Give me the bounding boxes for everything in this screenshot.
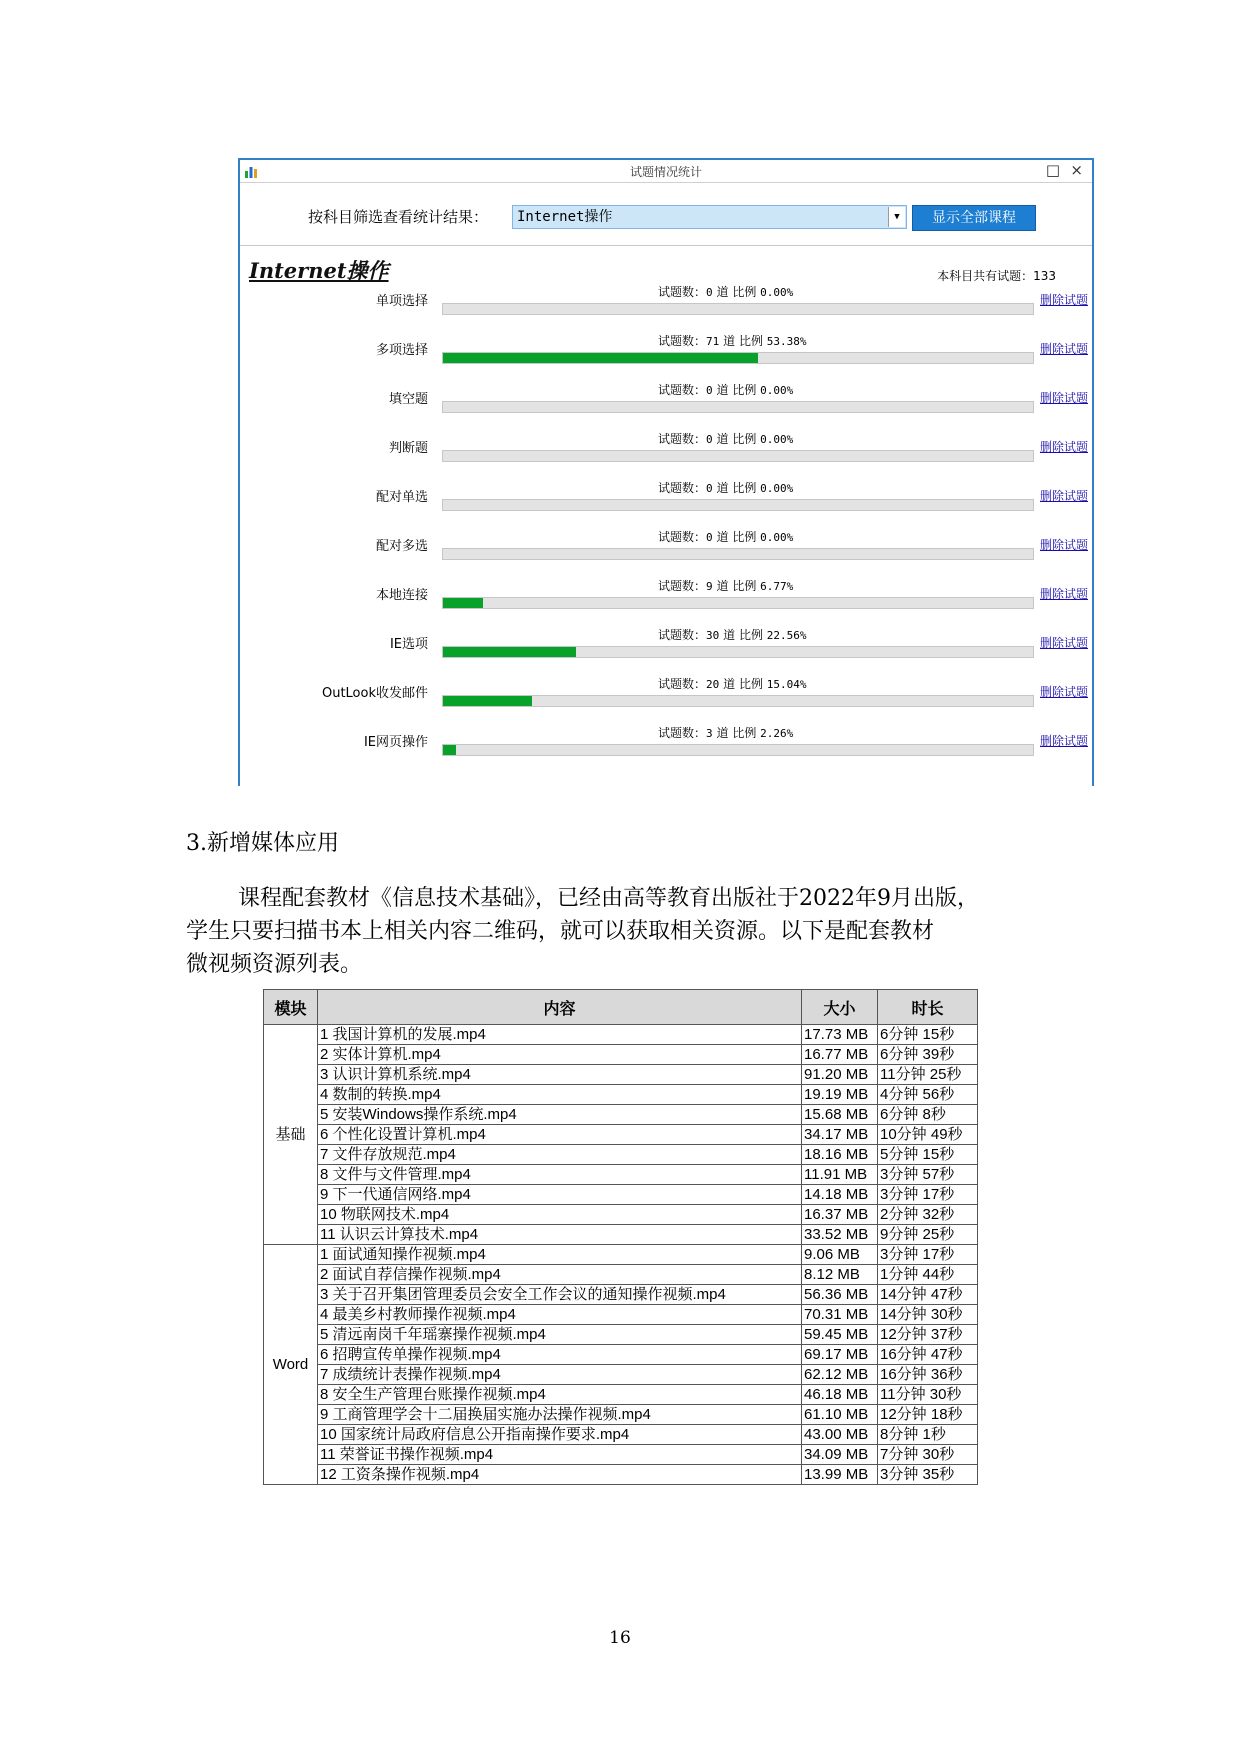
content-cell: 2 实体计算机.mp4 bbox=[318, 1045, 802, 1065]
question-stat bbox=[658, 479, 793, 496]
duration-cell: 12分钟 18秒 bbox=[878, 1405, 978, 1425]
size-cell: 11.91 MB bbox=[802, 1165, 878, 1185]
size-cell: 16.37 MB bbox=[802, 1205, 878, 1225]
video-resource-table bbox=[263, 989, 978, 1485]
duration-cell: 1分钟 44秒 bbox=[878, 1265, 978, 1285]
size-cell: 91.20 MB bbox=[802, 1065, 878, 1085]
size-cell: 56.36 MB bbox=[802, 1285, 878, 1305]
question-stat bbox=[658, 528, 793, 545]
content-cell: 9 下一代通信网络.mp4 bbox=[318, 1185, 802, 1205]
size-cell: 19.19 MB bbox=[802, 1085, 878, 1105]
size-cell: 34.09 MB bbox=[802, 1445, 878, 1465]
duration-cell: 2分钟 32秒 bbox=[878, 1205, 978, 1225]
size-cell: 8.12 MB bbox=[802, 1265, 878, 1285]
table-row bbox=[264, 1285, 978, 1305]
size-cell: 13.99 MB bbox=[802, 1465, 878, 1485]
duration-cell: 3分钟 17秒 bbox=[878, 1185, 978, 1205]
ratio-value: 2.26% bbox=[760, 727, 794, 740]
size-cell: 9.06 MB bbox=[802, 1245, 878, 1265]
unit-label: 道 bbox=[716, 383, 729, 397]
ratio-progress-bar bbox=[442, 695, 1034, 707]
count-label: 试题数： bbox=[658, 285, 707, 299]
count-value: 9 bbox=[706, 580, 713, 593]
content-cell: 10 国家统计局政府信息公开指南操作要求.mp4 bbox=[318, 1425, 802, 1445]
question-stat bbox=[658, 577, 793, 594]
count-label: 试题数： bbox=[658, 579, 707, 593]
question-type-name: 配对单选 bbox=[375, 490, 428, 505]
stats-window bbox=[238, 158, 1094, 786]
table-body bbox=[264, 1025, 978, 1485]
unit-label: 道 bbox=[716, 579, 729, 593]
duration-cell: 3分钟 35秒 bbox=[878, 1465, 978, 1485]
duration-cell: 5分钟 15秒 bbox=[878, 1145, 978, 1165]
table-row bbox=[264, 1045, 978, 1065]
module-cell: 基础 bbox=[264, 1025, 318, 1245]
header-content: 内容 bbox=[318, 990, 802, 1025]
ratio-progress-fill bbox=[443, 647, 576, 657]
count-value: 20 bbox=[706, 678, 720, 691]
count-label: 试题数： bbox=[658, 726, 707, 740]
unit-label: 道 bbox=[723, 334, 736, 348]
delete-questions-link[interactable]: 删除试题 bbox=[1040, 734, 1089, 748]
ratio-label: 比例 bbox=[738, 628, 763, 642]
ratio-label: 比例 bbox=[738, 334, 763, 348]
ratio-label: 比例 bbox=[732, 530, 757, 544]
content-cell: 4 数制的转换.mp4 bbox=[318, 1085, 802, 1105]
paragraph-line: 课程配套教材《信息技术基础》，已经由高等教育出版社于2022年9月出版， bbox=[238, 886, 979, 911]
table-row bbox=[264, 1425, 978, 1445]
size-cell: 18.16 MB bbox=[802, 1145, 878, 1165]
content-cell: 2 面试自荐信操作视频.mp4 bbox=[318, 1265, 802, 1285]
question-type-row bbox=[240, 420, 1092, 469]
close-icon[interactable]: × bbox=[1070, 161, 1083, 179]
duration-cell: 12分钟 37秒 bbox=[878, 1325, 978, 1345]
delete-questions-link[interactable]: 删除试题 bbox=[1040, 342, 1089, 356]
delete-questions-link[interactable]: 删除试题 bbox=[1040, 587, 1089, 601]
question-stat bbox=[658, 381, 793, 398]
delete-questions-link[interactable]: 删除试题 bbox=[1040, 489, 1089, 503]
duration-cell: 7分钟 30秒 bbox=[878, 1445, 978, 1465]
count-value: 0 bbox=[706, 384, 713, 397]
duration-cell: 16分钟 36秒 bbox=[878, 1365, 978, 1385]
count-label: 试题数： bbox=[658, 530, 707, 544]
paragraph-line: 学生只要扫描书本上相关内容二维码，就可以获取相关资源。以下是配套教材 bbox=[186, 919, 935, 944]
table-row bbox=[264, 1185, 978, 1205]
ratio-progress-bar bbox=[442, 401, 1034, 413]
ratio-progress-bar bbox=[442, 352, 1034, 364]
ratio-progress-fill bbox=[443, 353, 758, 363]
duration-cell: 14分钟 30秒 bbox=[878, 1305, 978, 1325]
duration-cell: 4分钟 56秒 bbox=[878, 1085, 978, 1105]
ratio-label: 比例 bbox=[732, 579, 757, 593]
size-cell: 33.52 MB bbox=[802, 1225, 878, 1245]
content-cell: 10 物联网技术.mp4 bbox=[318, 1205, 802, 1225]
count-label: 试题数： bbox=[658, 628, 707, 642]
table-row bbox=[264, 1225, 978, 1245]
count-label: 试题数： bbox=[658, 432, 707, 446]
ratio-progress-fill bbox=[443, 696, 532, 706]
table-row bbox=[264, 1205, 978, 1225]
question-type-row bbox=[240, 322, 1092, 371]
content-cell: 3 关于召开集团管理委员会安全工作会议的通知操作视频.mp4 bbox=[318, 1285, 802, 1305]
delete-questions-link[interactable]: 删除试题 bbox=[1040, 440, 1089, 454]
table-row bbox=[264, 1305, 978, 1325]
table-row bbox=[264, 1365, 978, 1385]
question-type-row bbox=[240, 518, 1092, 567]
ratio-value: 0.00% bbox=[760, 433, 794, 446]
ratio-label: 比例 bbox=[732, 383, 757, 397]
table-row bbox=[264, 1145, 978, 1165]
count-value: 0 bbox=[706, 433, 713, 446]
content-cell: 7 文件存放规范.mp4 bbox=[318, 1145, 802, 1165]
chevron-down-icon[interactable]: ▼ bbox=[888, 207, 905, 227]
table-row bbox=[264, 1325, 978, 1345]
ratio-progress-bar bbox=[442, 450, 1034, 462]
ratio-progress-bar bbox=[442, 646, 1034, 658]
content-cell: 3 认识计算机系统.mp4 bbox=[318, 1065, 802, 1085]
duration-cell: 9分钟 25秒 bbox=[878, 1225, 978, 1245]
question-stat bbox=[658, 283, 793, 300]
duration-cell: 3分钟 57秒 bbox=[878, 1165, 978, 1185]
size-cell: 17.73 MB bbox=[802, 1025, 878, 1045]
size-cell: 69.17 MB bbox=[802, 1345, 878, 1365]
duration-cell: 6分钟 15秒 bbox=[878, 1025, 978, 1045]
duration-cell: 3分钟 17秒 bbox=[878, 1245, 978, 1265]
content-cell: 4 最美乡村教师操作视频.mp4 bbox=[318, 1305, 802, 1325]
question-type-row bbox=[240, 665, 1092, 714]
duration-cell: 11分钟 25秒 bbox=[878, 1065, 978, 1085]
header-size: 大小 bbox=[802, 990, 878, 1025]
header-module: 模块 bbox=[264, 990, 318, 1025]
delete-questions-link[interactable]: 删除试题 bbox=[1040, 685, 1089, 699]
question-type-row bbox=[240, 371, 1092, 420]
subject-select[interactable] bbox=[512, 205, 907, 229]
question-type-name: 配对多选 bbox=[375, 539, 428, 554]
size-cell: 62.12 MB bbox=[802, 1365, 878, 1385]
table-row bbox=[264, 1125, 978, 1145]
ratio-value: 0.00% bbox=[760, 384, 794, 397]
unit-label: 道 bbox=[723, 677, 736, 691]
ratio-label: 比例 bbox=[732, 285, 757, 299]
question-type-row bbox=[240, 273, 1092, 322]
ratio-progress-bar bbox=[442, 499, 1034, 511]
size-cell: 59.45 MB bbox=[802, 1325, 878, 1345]
count-value: 30 bbox=[706, 629, 720, 642]
unit-label: 道 bbox=[716, 726, 729, 740]
content-cell: 6 个性化设置计算机.mp4 bbox=[318, 1125, 802, 1145]
content-cell: 5 安装Windows操作系统.mp4 bbox=[318, 1105, 802, 1125]
ratio-value: 6.77% bbox=[760, 580, 794, 593]
question-type-name: 判断题 bbox=[388, 441, 428, 456]
size-cell: 46.18 MB bbox=[802, 1385, 878, 1405]
question-type-name: 本地连接 bbox=[375, 588, 428, 603]
table-row bbox=[264, 1105, 978, 1125]
delete-questions-link[interactable]: 删除试题 bbox=[1040, 636, 1089, 650]
section-heading: 3.新增媒体应用 bbox=[186, 831, 339, 856]
duration-cell: 11分钟 30秒 bbox=[878, 1385, 978, 1405]
question-type-name: 多项选择 bbox=[375, 343, 428, 358]
table-row bbox=[264, 1165, 978, 1185]
table-row bbox=[264, 1085, 978, 1105]
table-row bbox=[264, 1065, 978, 1085]
question-stat bbox=[658, 332, 807, 349]
delete-questions-link[interactable]: 删除试题 bbox=[1040, 293, 1089, 307]
count-label: 试题数： bbox=[658, 334, 707, 348]
table-row bbox=[264, 1245, 978, 1265]
maximize-icon[interactable]: □ bbox=[1045, 161, 1060, 179]
count-value: 0 bbox=[706, 482, 713, 495]
content-cell: 1 我国计算机的发展.mp4 bbox=[318, 1025, 802, 1045]
ratio-label: 比例 bbox=[732, 726, 757, 740]
ratio-progress-bar bbox=[442, 744, 1034, 756]
show-all-courses-button[interactable]: 显示全部课程 bbox=[912, 205, 1036, 231]
content-cell: 8 安全生产管理台账操作视频.mp4 bbox=[318, 1385, 802, 1405]
size-cell: 16.77 MB bbox=[802, 1045, 878, 1065]
table-row bbox=[264, 1465, 978, 1485]
size-cell: 61.10 MB bbox=[802, 1405, 878, 1425]
duration-cell: 10分钟 49秒 bbox=[878, 1125, 978, 1145]
duration-cell: 16分钟 47秒 bbox=[878, 1345, 978, 1365]
ratio-value: 15.04% bbox=[766, 678, 807, 691]
table-row bbox=[264, 1385, 978, 1405]
unit-label: 道 bbox=[716, 481, 729, 495]
table-row bbox=[264, 1265, 978, 1285]
content-cell: 9 工商管理学会十二届换届实施办法操作视频.mp4 bbox=[318, 1405, 802, 1425]
duration-cell: 6分钟 39秒 bbox=[878, 1045, 978, 1065]
count-value: 0 bbox=[706, 286, 713, 299]
unit-label: 道 bbox=[716, 285, 729, 299]
delete-questions-link[interactable]: 删除试题 bbox=[1040, 538, 1089, 552]
question-stat bbox=[658, 626, 807, 643]
question-type-row bbox=[240, 616, 1092, 665]
subject-select-value: Internet操作 bbox=[517, 209, 613, 225]
paragraph-line: 微视频资源列表。 bbox=[186, 952, 363, 977]
content-cell: 6 招聘宣传单操作视频.mp4 bbox=[318, 1345, 802, 1365]
content-cell: 11 认识云计算技术.mp4 bbox=[318, 1225, 802, 1245]
header-duration: 时长 bbox=[878, 990, 978, 1025]
question-stat bbox=[658, 430, 793, 447]
ratio-value: 0.00% bbox=[760, 482, 794, 495]
table-row bbox=[264, 1345, 978, 1365]
unit-label: 道 bbox=[716, 432, 729, 446]
table-row bbox=[264, 1405, 978, 1425]
question-type-name: OutLook收发邮件 bbox=[321, 686, 428, 701]
ratio-label: 比例 bbox=[732, 481, 757, 495]
duration-cell: 14分钟 47秒 bbox=[878, 1285, 978, 1305]
unit-label: 道 bbox=[723, 628, 736, 642]
duration-cell: 8分钟 1秒 bbox=[878, 1425, 978, 1445]
content-cell: 11 荣誉证书操作视频.mp4 bbox=[318, 1445, 802, 1465]
delete-questions-link[interactable]: 删除试题 bbox=[1040, 391, 1089, 405]
ratio-progress-fill bbox=[443, 745, 456, 755]
table-row bbox=[264, 1445, 978, 1465]
question-type-row bbox=[240, 469, 1092, 518]
question-type-name: 填空题 bbox=[388, 392, 428, 407]
size-cell: 14.18 MB bbox=[802, 1185, 878, 1205]
ratio-progress-fill bbox=[443, 598, 483, 608]
duration-cell: 6分钟 8秒 bbox=[878, 1105, 978, 1125]
filter-bar bbox=[240, 183, 1092, 246]
ratio-progress-bar bbox=[442, 548, 1034, 560]
size-cell: 43.00 MB bbox=[802, 1425, 878, 1445]
page-number: 16 bbox=[609, 1628, 631, 1648]
ratio-value: 0.00% bbox=[760, 531, 794, 544]
ratio-value: 22.56% bbox=[766, 629, 807, 642]
count-value: 0 bbox=[706, 531, 713, 544]
count-label: 试题数： bbox=[658, 383, 707, 397]
size-cell: 15.68 MB bbox=[802, 1105, 878, 1125]
question-type-row bbox=[240, 567, 1092, 616]
module-cell: Word bbox=[264, 1245, 318, 1485]
subject-title: Internet操作 bbox=[249, 258, 389, 283]
content-cell: 12 工资条操作视频.mp4 bbox=[318, 1465, 802, 1485]
size-cell: 34.17 MB bbox=[802, 1125, 878, 1145]
table-header-row bbox=[264, 990, 978, 1025]
question-stat bbox=[658, 724, 793, 741]
window-title: 试题情况统计 bbox=[629, 165, 702, 179]
body-paragraph bbox=[186, 882, 1066, 981]
total-questions: 本科目共有试题：133 bbox=[937, 269, 1056, 283]
ratio-value: 0.00% bbox=[760, 286, 794, 299]
count-value: 3 bbox=[706, 727, 713, 740]
content-cell: 8 文件与文件管理.mp4 bbox=[318, 1165, 802, 1185]
question-type-name: IE选项 bbox=[389, 637, 428, 652]
content-cell: 5 清远南岗千年瑶寨操作视频.mp4 bbox=[318, 1325, 802, 1345]
question-stat bbox=[658, 675, 807, 692]
unit-label: 道 bbox=[716, 530, 729, 544]
question-type-row bbox=[240, 714, 1092, 763]
content-cell: 1 面试通知操作视频.mp4 bbox=[318, 1245, 802, 1265]
ratio-progress-bar bbox=[442, 597, 1034, 609]
question-type-name: 单项选择 bbox=[375, 294, 428, 309]
table-row bbox=[264, 1025, 978, 1045]
count-label: 试题数： bbox=[658, 481, 707, 495]
title-bar bbox=[240, 160, 1092, 183]
ratio-label: 比例 bbox=[732, 432, 757, 446]
question-type-name: IE网页操作 bbox=[363, 735, 428, 750]
count-value: 71 bbox=[706, 335, 720, 348]
content-cell: 7 成绩统计表操作视频.mp4 bbox=[318, 1365, 802, 1385]
count-label: 试题数： bbox=[658, 677, 707, 691]
ratio-label: 比例 bbox=[738, 677, 763, 691]
ratio-progress-bar bbox=[442, 303, 1034, 315]
size-cell: 70.31 MB bbox=[802, 1305, 878, 1325]
ratio-value: 53.38% bbox=[766, 335, 807, 348]
filter-label: 按科目筛选查看统计结果： bbox=[308, 208, 489, 226]
